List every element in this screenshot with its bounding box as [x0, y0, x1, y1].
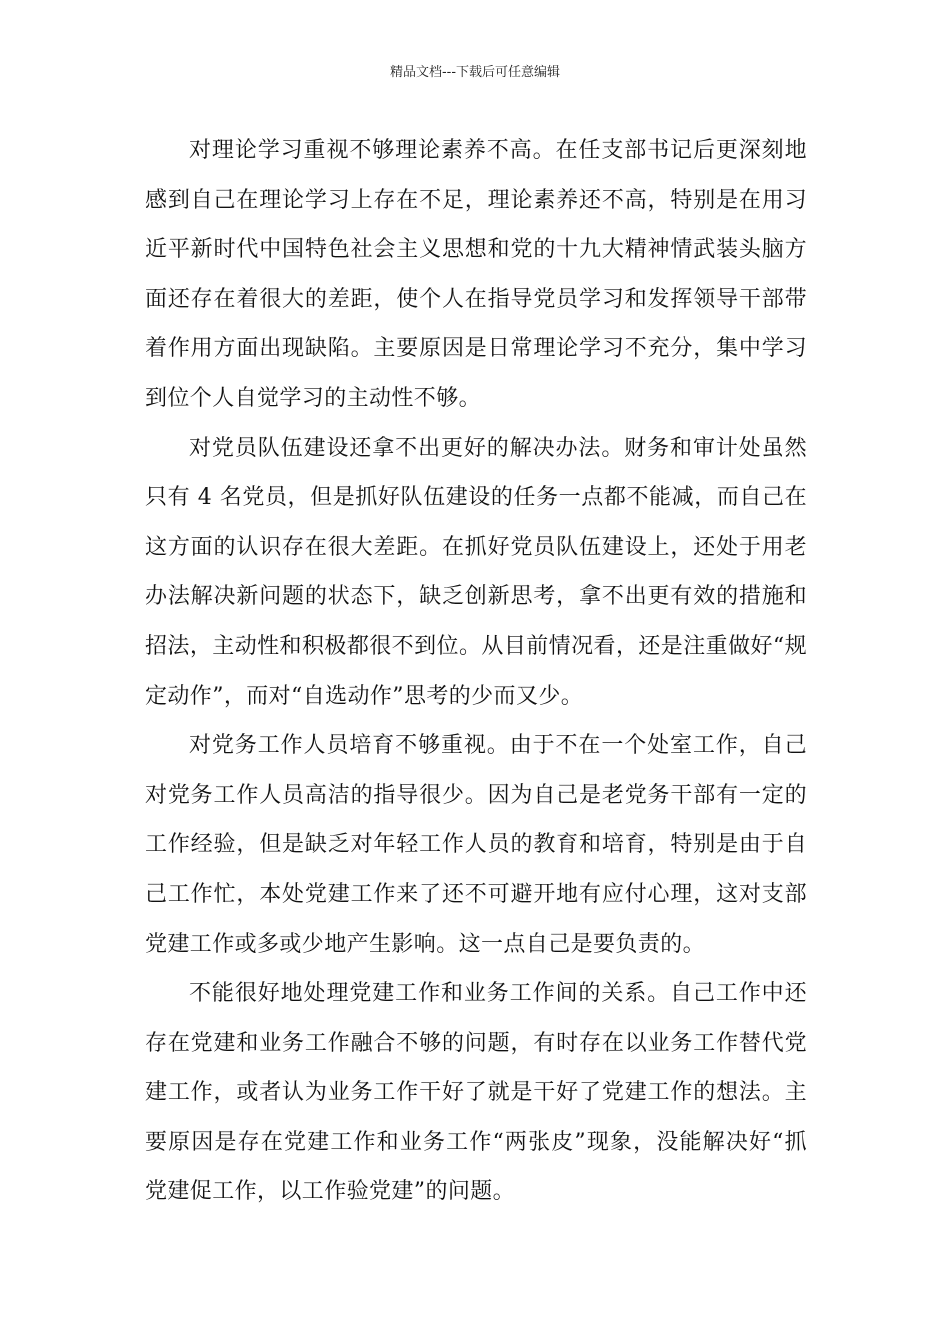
paragraph-theory-study: 对理论学习重视不够理论素养不高。在任支部书记后更深刻地感到自己在理论学习上存在不足，理论素养还不高，特别是在用习近平新时代中国特色社会主义思想和党的十九大精神情武装头脑方面还存在着很大的差距，使个人在指导党员学习和发挥领导干部带着作用方面出现缺陷。主要原因是日常理论学习不充分，集中学习到位个人自觉学习的主动性不够。: [145, 138, 807, 411]
paragraph-staff-training: 对党务工作人员培育不够重视。由于不在一个处室工作，自己对党务工作人员高洁的指导很少。因为自己是老党务干部有一定的工作经验，但是缺乏对年轻工作人员的教育和培育，特别是由于自己工作忙，本处党建工作来了还不可避开地有应付心理，这对支部党建工作或多或少地产生影响。这一点自己是要负责的。: [145, 733, 807, 957]
paragraph-work-relationship: 不能很好地处理党建工作和业务工作间的关系。自己工作中还存在党建和业务工作融合不够的问题，有时存在以业务工作替代党建工作，或者认为业务工作干好了就是干好了党建工作的想法。主要原因是存在党建工作和业务工作“两张皮”现象，没能解决好“抓党建促工作，以工作验党建”的问题。: [145, 981, 807, 1205]
document-body: [145, 126, 807, 1217]
page-header: 精品文档---下载后可任意编辑: [389, 65, 561, 80]
paragraph-team-building: 对党员队伍建设还拿不出更好的解决办法。财务和审计处虽然只有 4 名党员，但是抓好队伍建设的任务一点都不能减，而自己在这方面的认识存在很大差距。在抓好党员队伍建设上，还处于用老办法解决新问题的状态下，缺乏创新思考，拿不出更有效的措施和招法，主动性和积极都很不到位。从目前情况看，还是注重做好“规定动作”，而对“自选动作”思考的少而又少。: [145, 435, 807, 709]
